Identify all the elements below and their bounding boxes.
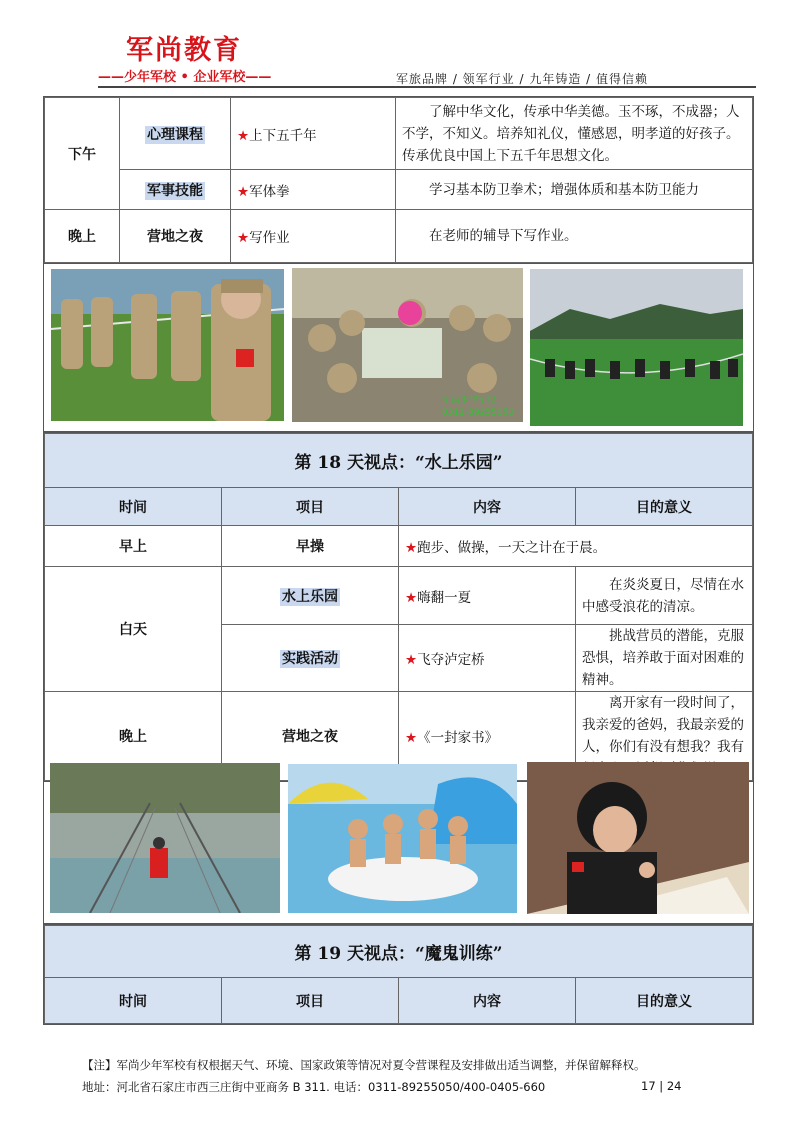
content-cell: ★上下五千年	[231, 98, 396, 170]
star-icon: ★	[405, 730, 418, 746]
purpose-cell: 学习基本防卫拳术；增强体质和基本防卫能力	[396, 170, 753, 210]
header-time: 时间	[45, 488, 222, 526]
day18-table	[43, 432, 754, 782]
purpose-cell: 了解中华文化，传承中华美德。玉不琢，不成器；人不学，不知义。培养知礼仪，懂感恩，明孝道的好孩子。传承优良中国上下五千年思想文化。	[396, 98, 753, 170]
item-cell: 心理课程	[120, 98, 231, 170]
photo-strip-1	[43, 262, 754, 432]
photo-writing-homework	[527, 762, 749, 914]
photo-water-park	[288, 764, 517, 913]
photo-strip-2	[43, 750, 754, 924]
photo-field-sitting	[530, 269, 743, 426]
star-icon: ★	[405, 540, 418, 556]
footer-note: 【注】军尚少年军校有权根据天气、环境、国家政策等情况对夏令营课程及安排做出适当调整，并保留解释权。	[82, 1058, 646, 1072]
header-content: 内容	[399, 488, 576, 526]
header-divider	[98, 86, 756, 88]
purpose-cell: 在炎炎夏日，尽情在水中感受浪花的清凉。	[576, 567, 753, 625]
item-cell: 军事技能	[120, 170, 231, 210]
star-icon: ★	[237, 183, 250, 200]
time-cell: 晚上	[45, 210, 120, 263]
star-icon: ★	[237, 127, 250, 144]
content-cell: ★写作业	[231, 210, 396, 263]
content-cell: ★嗨翻一夏	[399, 567, 576, 625]
page-number: 17 | 24	[641, 1079, 682, 1093]
time-cell: 晚上	[45, 692, 222, 781]
header-item: 项目	[222, 978, 399, 1024]
table-row	[45, 170, 753, 210]
table-row	[45, 526, 753, 567]
day19-title-row	[45, 926, 753, 978]
day18-title: 第 18 天视点：“水上乐园”	[45, 434, 753, 488]
footer-address: 地址：河北省石家庄市西三庄街中亚商务 B 311. 电话：0311-89255050/400-0405-660	[82, 1080, 546, 1094]
header-time: 时间	[45, 978, 222, 1024]
content-cell: ★军体拳	[231, 170, 396, 210]
purpose-cell: 在老师的辅导下写作业。	[396, 210, 753, 263]
table-row	[45, 98, 753, 170]
day19-title: 第 19 天视点：“魔鬼训练”	[45, 926, 753, 978]
logo-subtitle: ——少年军校 • 企业军校——	[98, 70, 272, 85]
time-cell: 早上	[45, 526, 222, 567]
photo-watermark-line1: 军尚少年军校	[442, 396, 497, 406]
item-cell: 营地之夜	[222, 692, 399, 781]
item-cell: 实践活动	[222, 625, 399, 692]
photo-military-drill	[51, 269, 284, 421]
item-cell: 早操	[222, 526, 399, 567]
star-icon: ★	[405, 589, 418, 606]
content-cell: ★飞夺泸定桥	[399, 625, 576, 692]
star-icon: ★	[237, 230, 250, 246]
table-row	[45, 210, 753, 263]
photo-watermark-line2: 0311-89255050	[442, 408, 514, 418]
header-purpose: 目的意义	[576, 978, 753, 1024]
time-cell: 下午	[45, 98, 120, 210]
schedule-table-continued	[43, 96, 754, 264]
time-cell: 白天	[45, 567, 222, 692]
day18-header-row	[45, 488, 753, 526]
header-slogan: 军旅品牌 / 领军行业 / 九年铸造 / 值得信赖	[396, 72, 649, 86]
logo-title: 军尚教育	[126, 35, 242, 66]
header-purpose: 目的意义	[576, 488, 753, 526]
star-icon: ★	[405, 652, 418, 668]
item-cell: 营地之夜	[120, 210, 231, 263]
item-cell: 水上乐园	[222, 567, 399, 625]
purpose-cell: 离开家有一段时间了，我亲爱的爸妈，我最亲爱的人，你们有没有想我？我有	[576, 692, 753, 781]
purpose-cell: 挑战营员的潜能，克服恐惧，培养敢于面对困难的精神。	[576, 625, 753, 692]
day18-title-row	[45, 434, 753, 488]
day19-table	[43, 924, 754, 1025]
day19-header-row	[45, 978, 753, 1024]
content-cell: ★跑步、做操，一天之计在于晨。	[399, 526, 753, 567]
photo-indoor-group	[292, 268, 523, 422]
header-content: 内容	[399, 978, 576, 1024]
content-cell: ★《一封家书》	[399, 692, 576, 781]
table-row	[45, 567, 753, 625]
photo-rope-bridge	[50, 763, 280, 913]
header-item: 项目	[222, 488, 399, 526]
